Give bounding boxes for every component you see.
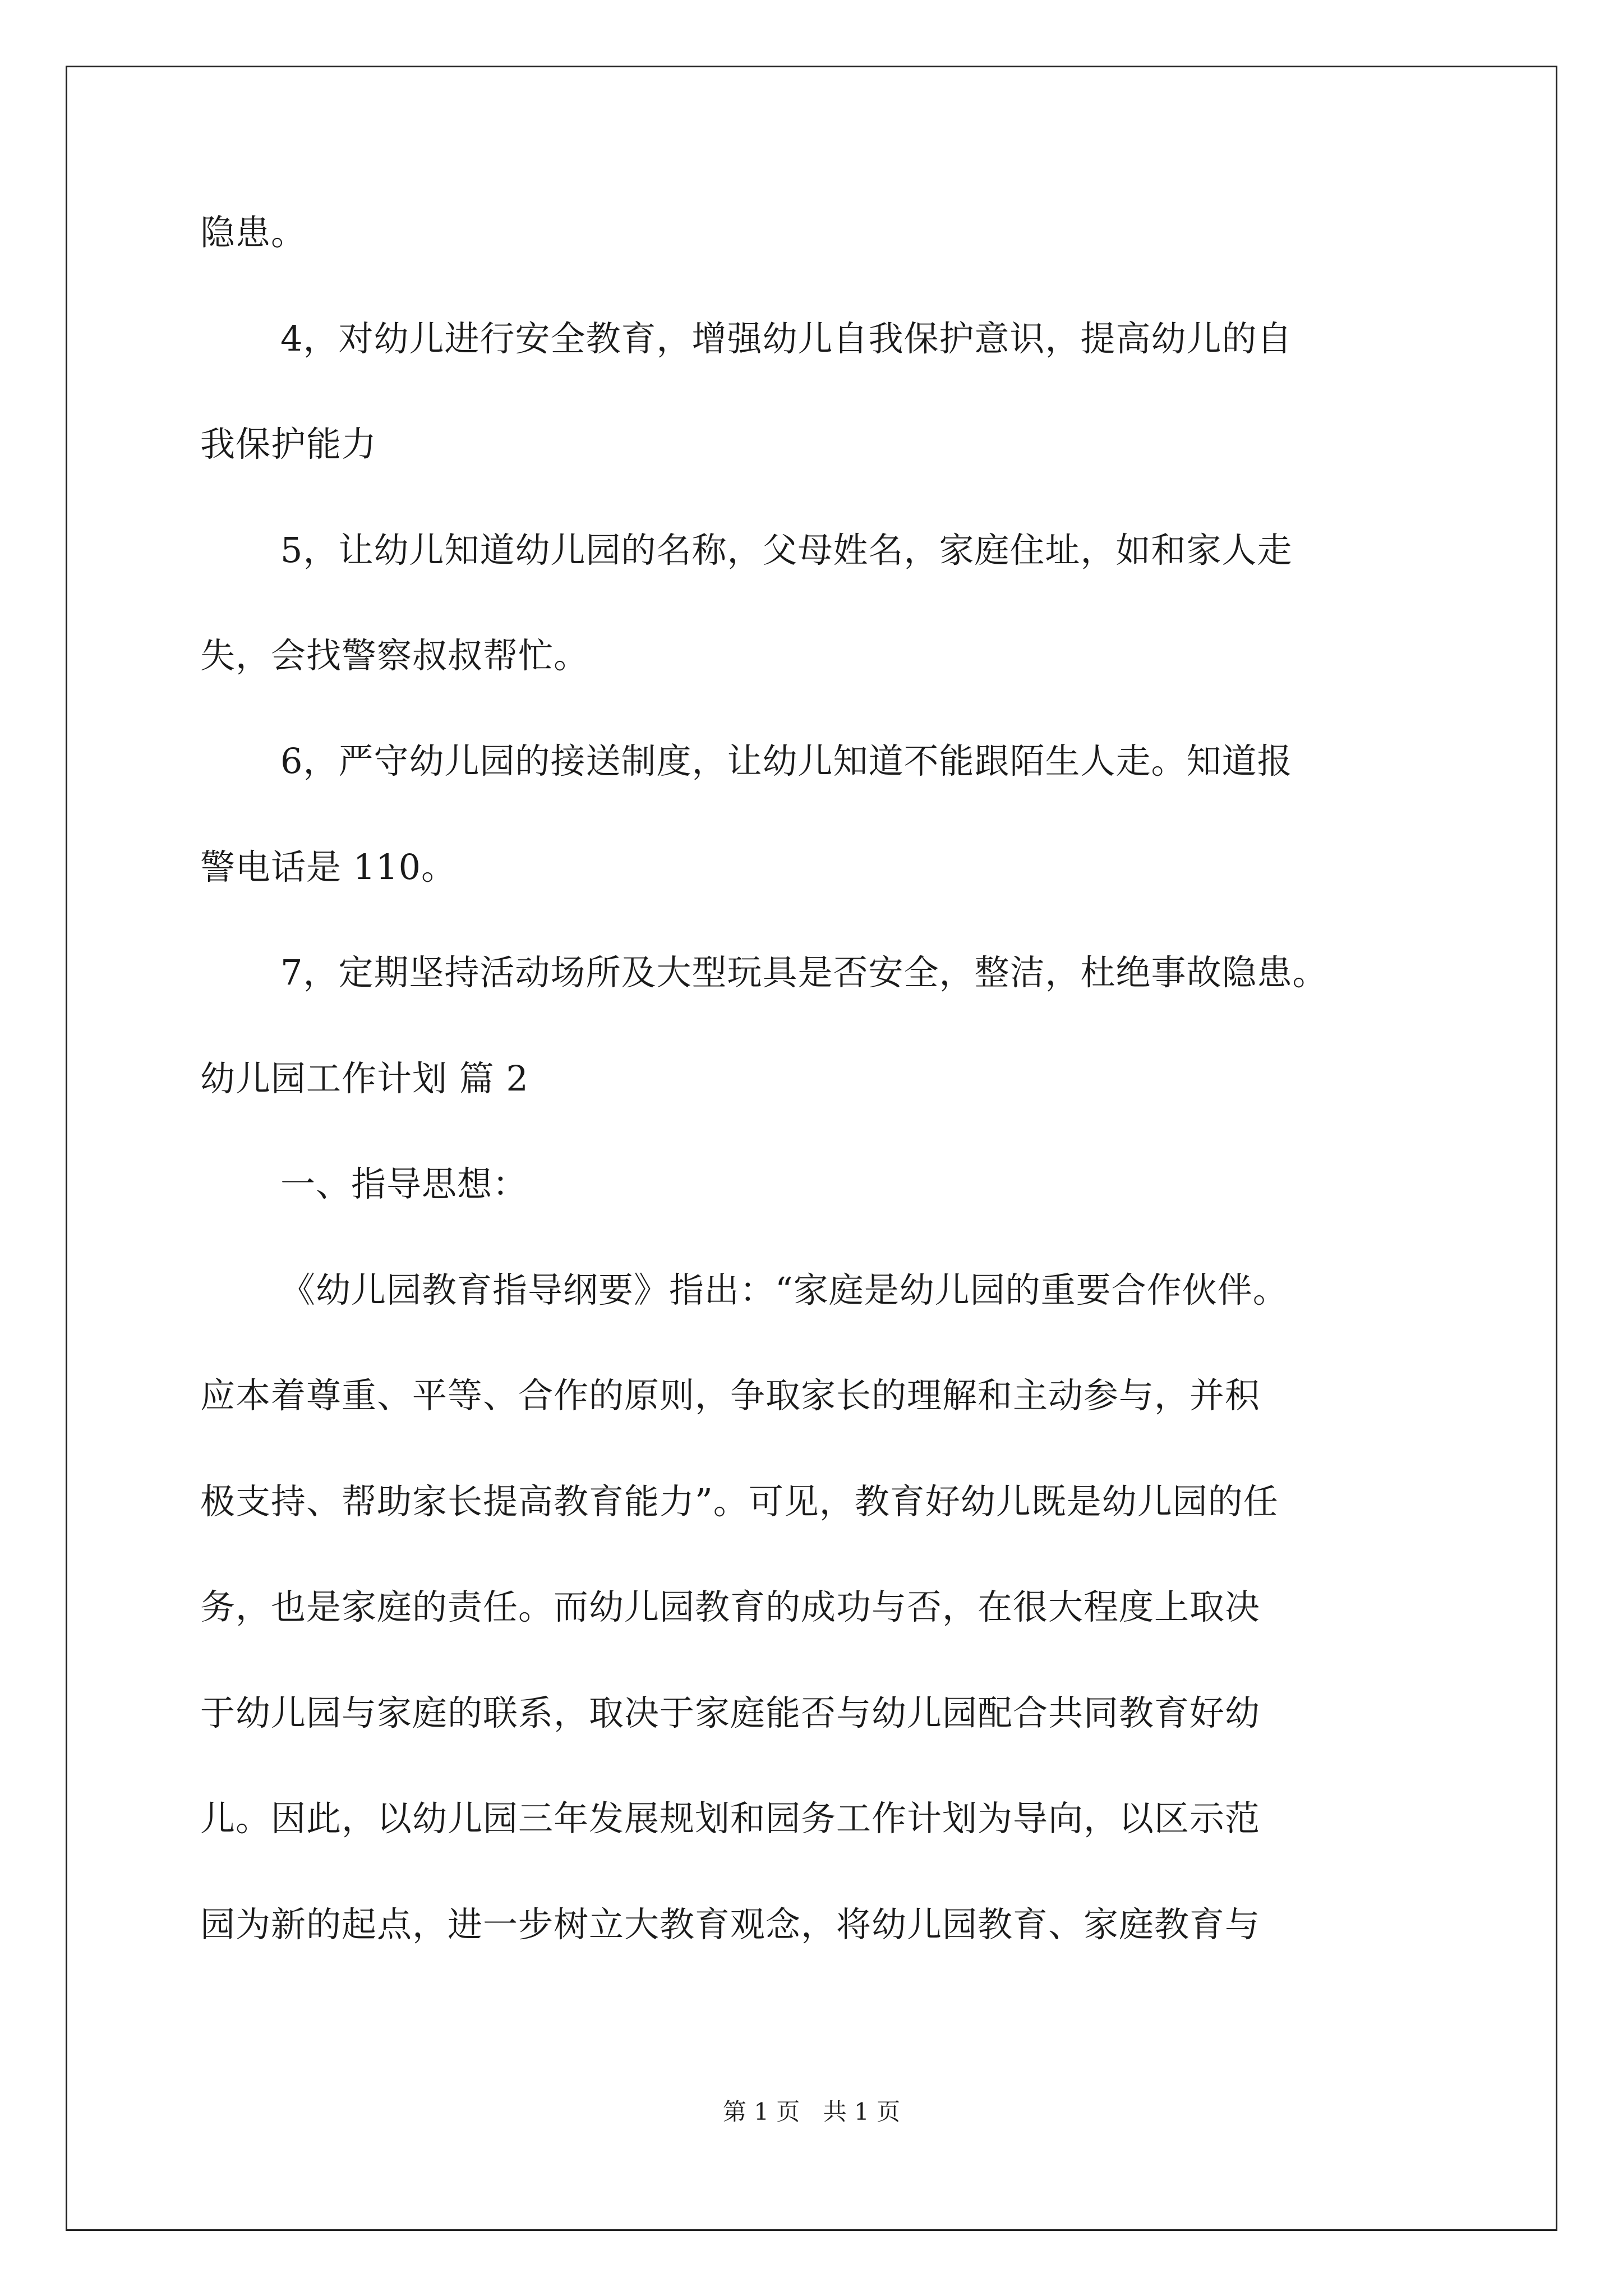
text-line: 6，严守幼儿园的接送制度，让幼儿知道不能跟陌生人走。知道报: [280, 740, 1293, 781]
text-line: 《幼儿园教育指导纲要》指出：“家庭是幼儿园的重要合作伙伴。: [280, 1269, 1288, 1310]
text-line: 5，让幼儿知道幼儿园的名称，父母姓名，家庭住址，如和家人走: [280, 530, 1293, 570]
text-line: 应本着尊重、平等、合作的原则，争取家长的理解和主动参与，并积: [200, 1375, 1261, 1416]
subsection-heading: 一、指导思想：: [280, 1163, 528, 1204]
page-number: 第 1 页: [722, 2098, 800, 2125]
text-line: 4，对幼儿进行安全教育，增强幼儿自我保护意识，提高幼儿的自: [280, 318, 1293, 359]
text-line: 于幼儿园与家庭的联系，取决于家庭能否与幼儿园配合共同教育好幼: [200, 1692, 1261, 1733]
section-heading: 幼儿园工作计划 篇 2: [200, 1058, 529, 1099]
text-line: 儿。因此，以幼儿园三年发展规划和园务工作计划为导向，以区示范: [200, 1798, 1261, 1839]
page-total: 共 1 页: [823, 2098, 901, 2125]
page-footer: [0, 2096, 1623, 2128]
text-line: 隐患。: [200, 212, 307, 253]
text-line: 务，也是家庭的责任。而幼儿园教育的成功与否，在很大程度上取决: [200, 1586, 1261, 1627]
text-line: 极支持、帮助家长提高教育能力”。可见，教育好幼儿既是幼儿园的任: [200, 1481, 1279, 1522]
text-line: 警电话是 110。: [200, 846, 457, 887]
text-line: 我保护能力: [200, 424, 377, 464]
text-line: 7，定期坚持活动场所及大型玩具是否安全，整洁，杜绝事故隐患。: [280, 952, 1328, 993]
text-line: 失，会找警察叔叔帮忙。: [200, 635, 589, 676]
text-line: 园为新的起点，进一步树立大教育观念，将幼儿园教育、家庭教育与: [200, 1904, 1261, 1945]
